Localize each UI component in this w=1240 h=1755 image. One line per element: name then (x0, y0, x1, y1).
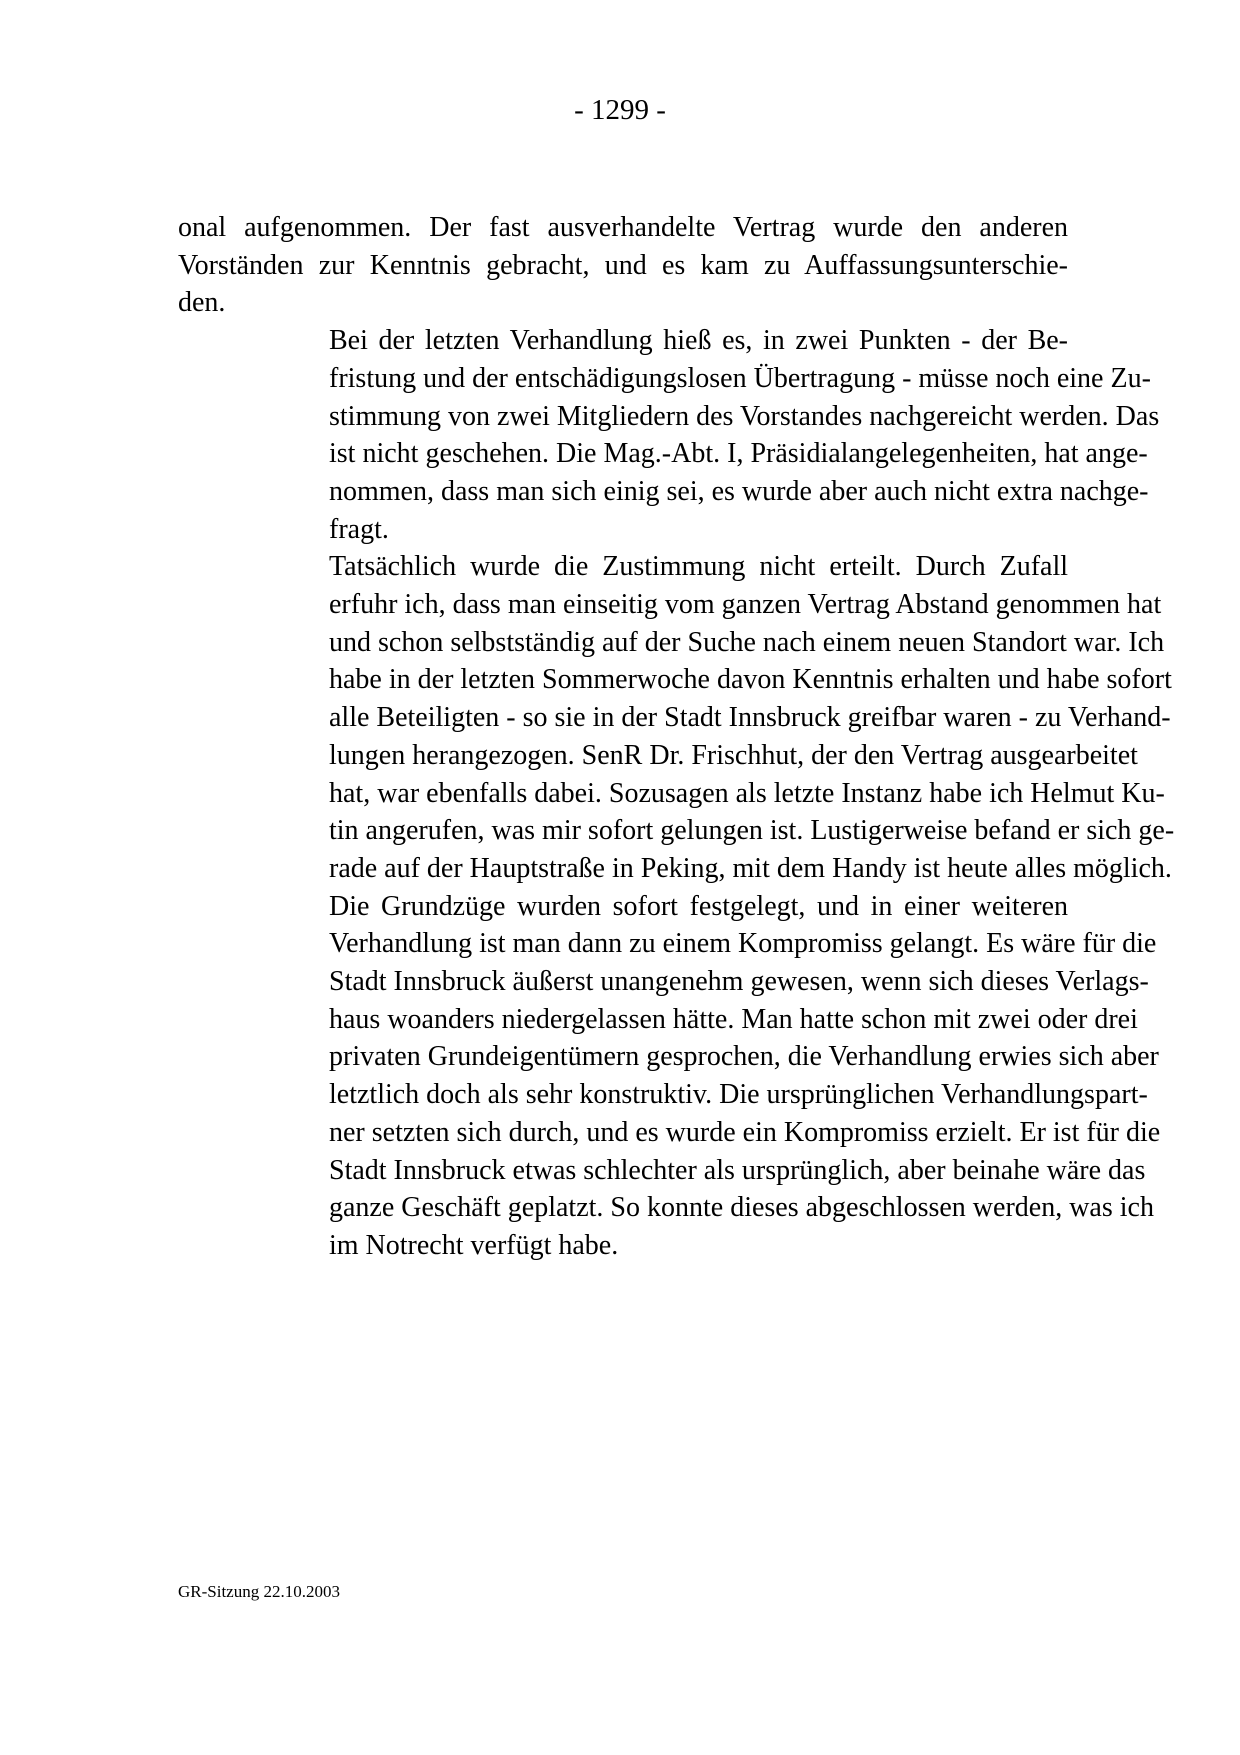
footer-session-date: GR-Sitzung 22.10.2003 (178, 1582, 340, 1601)
text-line: Bei der letzten Verhandlung hieß es, in zwei Punkten - der Be- (329, 325, 1068, 357)
text-line: rade auf der Hauptstraße in Peking, mit dem Handy ist heute alles möglich. (329, 852, 1172, 884)
text-line: nommen, dass man sich einig sei, es wurde aber auch nicht extra nachge- (329, 475, 1149, 507)
paragraph (178, 322, 1160, 548)
text-line: Tatsächlich wurde die Zustimmung nicht erteilt. Durch Zufall (329, 551, 1068, 583)
text-line: im Notrecht verfügt habe. (329, 1229, 619, 1261)
document-body (178, 209, 1175, 1265)
text-line: fragt. (329, 513, 389, 545)
text-line: Stadt Innsbruck etwas schlechter als ursprünglich, aber beinahe wäre das (329, 1154, 1146, 1186)
text-line: habe in der letzten Sommerwoche davon Kenntnis erhalten und habe sofort (329, 664, 1172, 696)
text-line: ganze Geschäft geplatzt. So konnte dieses abgeschlossen werden, was ich (329, 1192, 1154, 1224)
text-line: ner setzten sich durch, und es wurde ein Kompromiss erzielt. Er ist für die (329, 1116, 1161, 1148)
text-line: tin angerufen, was mir sofort gelungen ist. Lustigerweise befand er sich ge- (329, 815, 1175, 847)
paragraph (178, 209, 1068, 322)
text-line: lungen herangezogen. SenR Dr. Frischhut, der den Vertrag ausgearbeitet (329, 739, 1138, 771)
text-line: Vorständen zur Kenntnis gebracht, und es kam zu Auffassungsunterschie- (178, 249, 1068, 281)
paragraph (178, 888, 1161, 1265)
text-line: Die Grundzüge wurden sofort festgelegt, und in einer weiteren (329, 890, 1068, 922)
text-line: onal aufgenommen. Der fast ausverhandelte Vertrag wurde den anderen (178, 212, 1068, 243)
paragraph (178, 548, 1175, 887)
text-line: und schon selbstständig auf der Suche nach einem neuen Standort war. Ich (329, 626, 1165, 658)
text-line: letztlich doch als sehr konstruktiv. Die ursprünglichen Verhandlungspart- (329, 1079, 1148, 1111)
text-line: erfuhr ich, dass man einseitig vom ganzen Vertrag Abstand genommen hat (329, 589, 1162, 621)
text-line: alle Beteiligten - so sie in der Stadt Innsbruck greifbar waren - zu Verhand- (329, 702, 1171, 734)
text-line: hat, war ebenfalls dabei. Sozusagen als letzte Instanz habe ich Helmut Ku- (329, 777, 1165, 809)
text-line: ist nicht geschehen. Die Mag.-Abt. I, Präsidialangelegenheiten, hat ange- (329, 438, 1148, 470)
text-line: den. (178, 287, 226, 319)
page-number: - 1299 - (574, 94, 666, 126)
text-line: Stadt Innsbruck äußerst unangenehm gewesen, wenn sich dieses Verlags- (329, 966, 1149, 998)
text-line: fristung und der entschädigungslosen Übertragung - müsse noch eine Zu- (329, 362, 1151, 394)
text-line: Verhandlung ist man dann zu einem Kompromiss gelangt. Es wäre für die (329, 928, 1157, 960)
text-line: stimmung von zwei Mitgliedern des Vorstandes nachgereicht werden. Das (329, 400, 1160, 432)
text-line: haus woanders niedergelassen hätte. Man hatte schon mit zwei oder drei (329, 1003, 1138, 1035)
text-line: privaten Grundeigentümern gesprochen, die Verhandlung erwies sich aber (329, 1041, 1159, 1073)
